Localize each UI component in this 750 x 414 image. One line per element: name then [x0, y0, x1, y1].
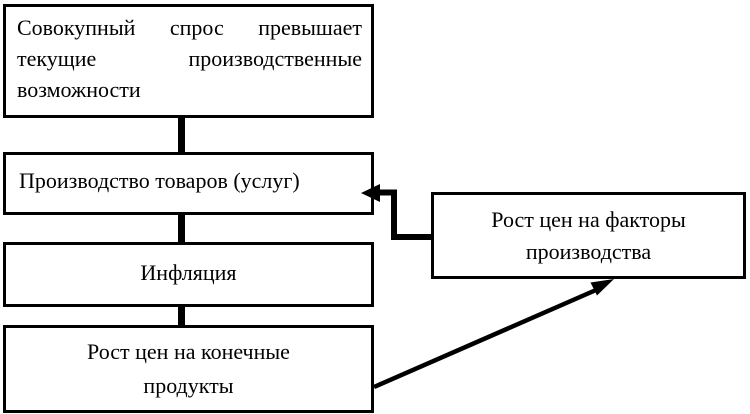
- box-factor-prices: [431, 192, 746, 279]
- box-aggregate-demand: [3, 4, 374, 118]
- box-inflation-label: Инфляция: [140, 259, 237, 285]
- arrow-final-to-factors-line: [374, 290, 596, 387]
- arrow-final-to-factors-head-icon: [591, 279, 615, 296]
- box-aggregate-demand-line: текущие производственные: [17, 46, 362, 71]
- box-production: [3, 152, 374, 215]
- box-aggregate-demand-line: Совокупный спрос превышает: [17, 15, 362, 40]
- box-final-products: [3, 325, 374, 413]
- box-inflation: [3, 242, 374, 307]
- arrow-factors-to-production-line: [377, 193, 432, 238]
- box-final-products-line: Рост цен на конечные: [87, 339, 290, 364]
- box-production-label: Производство товаров (услуг): [19, 168, 300, 193]
- box-aggregate-demand-line: возможности: [17, 77, 141, 102]
- box-factor-prices-line: производства: [525, 238, 652, 264]
- box-final-products-line: продукты: [143, 373, 234, 398]
- box-factor-prices-line: Рост цен на факторы: [491, 206, 686, 232]
